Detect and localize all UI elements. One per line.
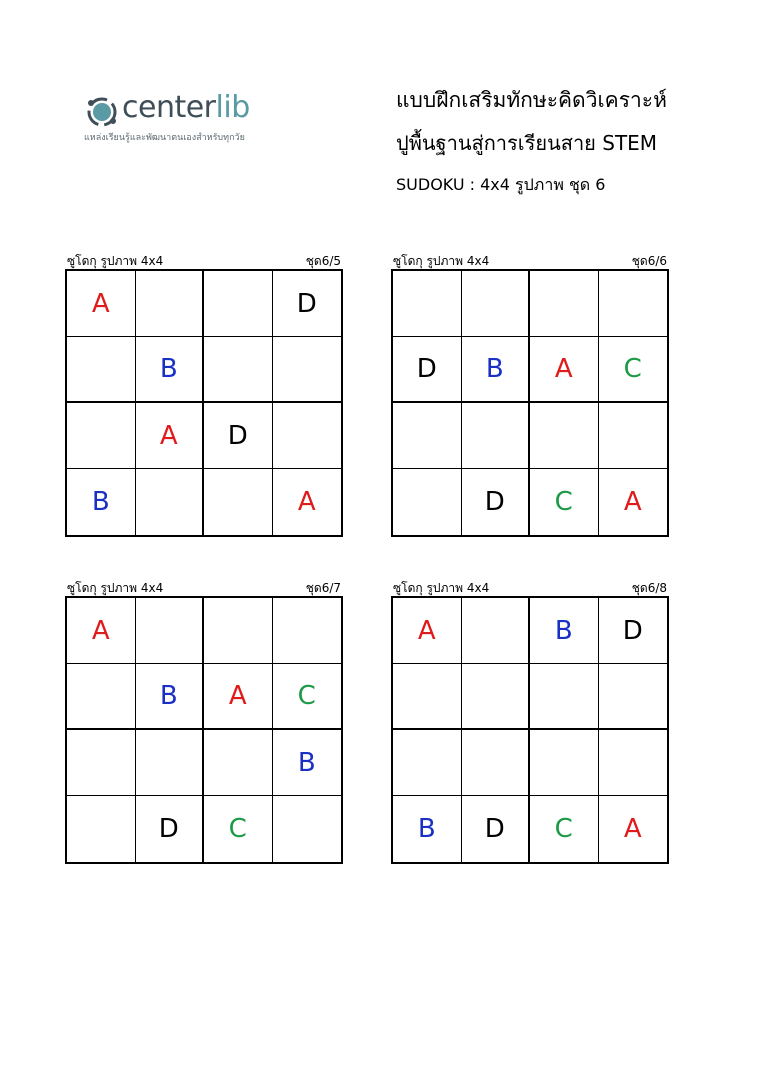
sudoku-cell-empty [273,598,342,664]
sudoku-cell-empty [393,271,462,337]
sudoku-cell-empty [67,730,136,796]
sudoku-cell-filled: A [297,487,316,517]
sudoku-cell-empty [67,403,136,469]
puzzle-set-number: ชุด6/8 [631,581,667,595]
sudoku-puzzle-3 [65,580,343,864]
sudoku-grid [65,596,343,864]
sudoku-cell-empty [67,796,136,862]
sudoku-cell-empty [462,271,531,337]
sudoku-cell-empty [393,664,462,730]
sudoku-cell-empty [136,469,205,535]
sudoku-cell-filled: D [136,796,205,862]
sudoku-cell-empty [530,664,599,730]
sudoku-cell-filled: A [623,487,642,517]
puzzle-set-number: ชุด6/7 [305,581,341,595]
logo-mark-icon [82,92,122,132]
sudoku-cell-filled: B [136,337,205,403]
logo-wordmark: centerlib [122,90,250,125]
sudoku-cell-empty [393,469,462,535]
puzzle-label: ซูโดกุ รูปภาพ 4x4 [393,581,490,595]
sudoku-grid [391,596,669,864]
sudoku-cell-filled: A [204,664,273,730]
sudoku-cell-filled: A [67,271,136,337]
sudoku-cell-empty [393,403,462,469]
sudoku-cell-empty [599,664,668,730]
sudoku-cell-empty [462,664,531,730]
sudoku-cell-filled: A [393,598,462,664]
sudoku-cell-filled: D [462,796,531,862]
sudoku-cell-filled: C [530,796,599,862]
sudoku-grid [391,269,669,537]
sudoku-cell-empty [204,730,273,796]
sudoku-cell-filled: A [67,598,136,664]
puzzle-set-number: ชุด6/5 [305,254,341,268]
sudoku-cell-filled: B [273,730,342,796]
sudoku-cell-filled: D [273,271,342,337]
sudoku-cell-filled: B [393,796,462,862]
sudoku-cell-empty [599,403,668,469]
sudoku-cell-empty [67,664,136,730]
sudoku-puzzle-4 [391,580,669,864]
sudoku-cell-empty [273,403,342,469]
puzzle-label: ซูโดกุ รูปภาพ 4x4 [67,254,164,268]
sudoku-cell-empty [530,403,599,469]
sudoku-cell-empty [462,403,531,469]
sudoku-cell-empty [599,730,668,796]
sudoku-cell-filled: C [204,796,273,862]
page-subtitle: ปูพื้นฐานสู่การเรียนสาย STEM [396,131,658,155]
sudoku-cell-empty [204,271,273,337]
sudoku-cell-empty [136,271,205,337]
sudoku-cell-empty [462,730,531,796]
sudoku-puzzle-2 [391,253,669,537]
sudoku-cell-empty [393,730,462,796]
page-title: แบบฝึกเสริมทักษะคิดวิเคราะห์ [396,88,667,112]
centerlib-logo [82,88,282,148]
puzzle-set-number: ชุด6/6 [631,254,667,268]
sudoku-cell-filled: C [530,469,599,535]
sudoku-cell-filled: B [462,337,531,403]
sudoku-cell-empty [273,796,342,862]
sudoku-cell-filled: D [204,403,273,469]
sudoku-puzzle-1 [65,253,343,537]
sudoku-cell-empty [136,598,205,664]
sudoku-cell-empty [204,337,273,403]
sudoku-grid [65,269,343,537]
sudoku-cell-empty [530,730,599,796]
worksheet-label: SUDOKU : 4x4 รูปภาพ ชุด 6 [396,175,606,194]
sudoku-cell-filled: A [530,337,599,403]
sudoku-cell-filled: B [67,469,136,535]
sudoku-cell-empty [204,598,273,664]
sudoku-cell-filled: A [136,403,205,469]
sudoku-cell-filled: D [599,598,668,664]
sudoku-cell-filled: D [393,337,462,403]
sudoku-cell-filled: B [530,598,599,664]
sudoku-cell-empty [204,469,273,535]
puzzle-label: ซูโดกุ รูปภาพ 4x4 [67,581,164,595]
sudoku-cell-empty [273,337,342,403]
sudoku-cell-empty [67,337,136,403]
sudoku-cell-empty [136,730,205,796]
sudoku-cell-empty [462,598,531,664]
logo-tagline: แหล่งเรียนรู้และพัฒนาตนเองสำหรับทุกวัย [84,133,245,143]
sudoku-cell-empty [530,271,599,337]
sudoku-cell-filled: A [623,814,642,844]
sudoku-cell-filled: B [136,664,205,730]
sudoku-cell-empty [599,271,668,337]
puzzle-label: ซูโดกุ รูปภาพ 4x4 [393,254,490,268]
sudoku-cell-filled: D [462,469,531,535]
sudoku-cell-filled: C [273,664,342,730]
sudoku-cell-filled: C [599,337,668,403]
